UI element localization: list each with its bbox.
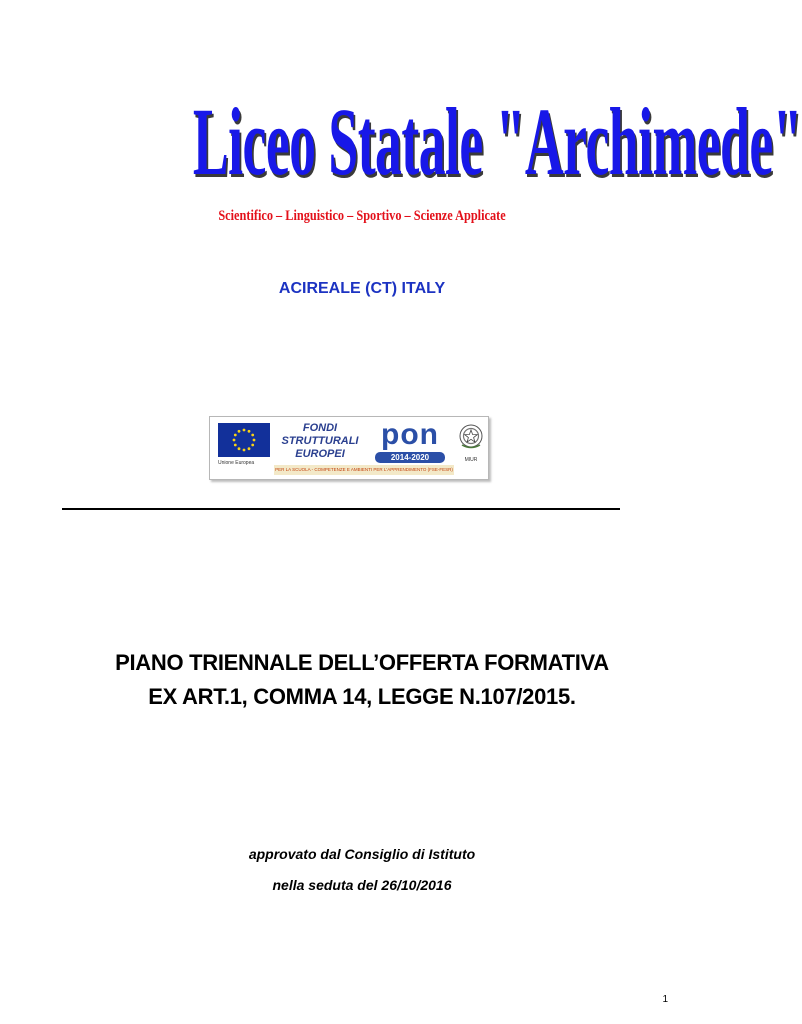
school-location: ACIREALE (CT) ITALY: [278, 280, 446, 297]
approval-line-1: approvato dal Consiglio di Istituto: [248, 846, 476, 862]
miur-label: MIUR: [464, 457, 478, 463]
pon-banner: [209, 416, 489, 480]
fondi-line-2: STRUTTURALI: [281, 435, 359, 447]
fondi-line-1: FONDI: [302, 422, 338, 434]
school-title: Liceo Statale "Archimede": [192, 88, 802, 195]
pon-logo: pon: [381, 418, 439, 451]
pon-years: 2014-2020: [375, 452, 445, 463]
eu-flag-icon: [218, 423, 270, 457]
approval-line-2: nella seduta del 26/10/2016: [272, 877, 452, 893]
document-title-line-2: EX ART.1, COMMA 14, LEGGE N.107/2015.: [148, 684, 576, 709]
document-title-line-1: PIANO TRIENNALE DELL’OFFERTA FORMATIVA: [115, 650, 609, 675]
pon-strip: PER LA SCUOLA - COMPETENZE E AMBIENTI PER L'APPRENDIMENTO (FSE-FESR): [274, 465, 454, 475]
horizontal-separator: [62, 508, 620, 510]
italian-republic-emblem-icon: [458, 423, 484, 451]
eu-caption: Unione Europea: [218, 460, 255, 466]
page-number: 1: [662, 994, 668, 1005]
fondi-line-3: EUROPEI: [295, 448, 345, 460]
fondi-strutturali-text: [274, 422, 366, 461]
school-tracks: Scientifico – Linguistico – Sportivo – Scienze Applicate: [218, 208, 506, 224]
